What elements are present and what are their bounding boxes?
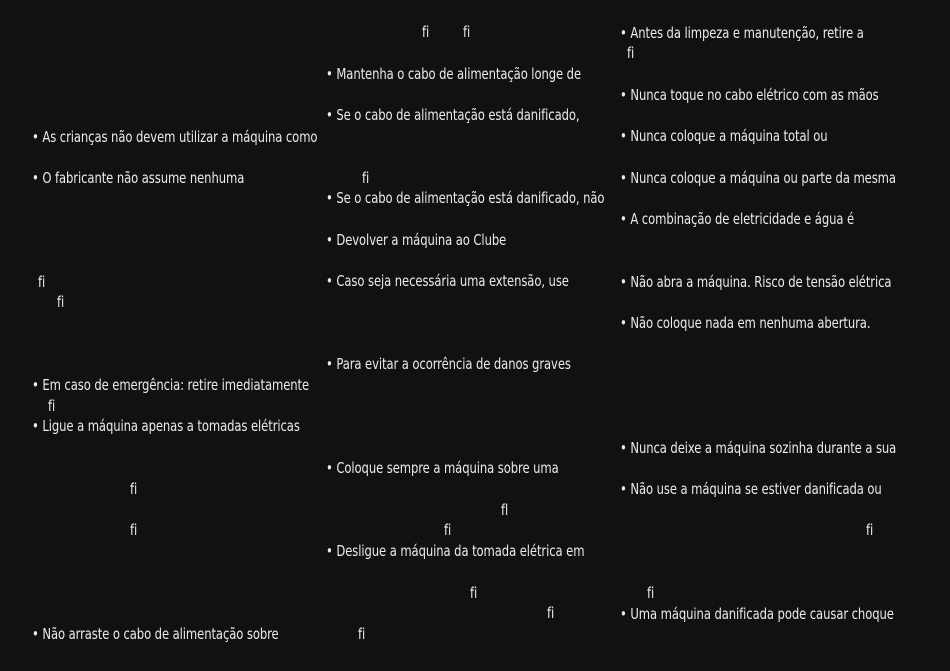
col3-line-never-place-total: • Nunca coloque a máquina total ou bbox=[620, 127, 828, 145]
col3-line-electricity-water: • A combinação de eletricidade e água é bbox=[620, 210, 855, 228]
col2-line-unplug: • Desligue a máquina da tomada elétrica em bbox=[326, 542, 585, 560]
col2-line-extension: • Caso seja necessária uma extensão, use bbox=[326, 272, 569, 290]
col3-ligature-fragment: fi bbox=[627, 44, 635, 62]
col2-ligature-fragment: fi bbox=[470, 584, 478, 602]
col2-ligature-fragment: fi bbox=[358, 625, 366, 643]
col3-line-nothing-opening: • Não coloque nada em nenhuma abertura. bbox=[620, 314, 871, 332]
col3-ligature-fragment: fi bbox=[866, 521, 874, 539]
col1-line-manufacturer: • O fabricante não assume nenhuma bbox=[32, 169, 245, 187]
col1-ligature-fragment: fi bbox=[38, 273, 46, 291]
col3-ligature-fragment: fi bbox=[647, 584, 655, 602]
col1-line-drag-cable: • Não arraste o cabo de alimentação sobre bbox=[32, 625, 279, 643]
col3-line-before-cleaning: • Antes da limpeza e manutenção, retire a bbox=[620, 24, 864, 42]
col1-line-sockets: • Ligue a máquina apenas a tomadas elétricas bbox=[32, 417, 300, 435]
col1-ligature-fragment: fi bbox=[57, 293, 65, 311]
col2-ligature-fragment: fl bbox=[501, 501, 509, 519]
col1-ligature-fragment: fi bbox=[130, 521, 138, 539]
col3-line-never-leave: • Nunca deixe a máquina sozinha durante a sua bbox=[620, 439, 897, 457]
col1-line-emergency: • Em caso de emergência: retire imediatamente bbox=[32, 376, 310, 394]
col2-line-place-machine: • Coloque sempre a máquina sobre uma bbox=[326, 459, 559, 477]
col1-line-children: • As crianças não devem utilizar a máquina como bbox=[32, 128, 318, 146]
col2-line-damaged-cable-no: • Se o cabo de alimentação está danificado, não bbox=[326, 189, 605, 207]
col1-ligature-fragment: fi bbox=[48, 397, 56, 415]
col3-line-never-place-part: • Nunca coloque a máquina ou parte da mesma bbox=[620, 169, 896, 187]
col2-ligature-fragment: fi bbox=[547, 604, 555, 622]
col2-ligature-fragment: fi bbox=[362, 169, 370, 187]
col3-line-damaged-shock: • Uma máquina danificada pode causar choque bbox=[620, 605, 894, 623]
col3-line-do-not-open: • Não abra a máquina. Risco de tensão elétrica bbox=[620, 273, 892, 291]
col3-line-never-touch: • Nunca toque no cabo elétrico com as mãos bbox=[620, 86, 879, 104]
col2-ligature-fragment: fi bbox=[444, 521, 452, 539]
col2-ligature-fragment: fi bbox=[422, 23, 430, 41]
col2-line-keep-cable: • Mantenha o cabo de alimentação longe de bbox=[326, 65, 582, 83]
col1-ligature-fragment: fi bbox=[130, 480, 138, 498]
col2-line-return-club: • Devolver a máquina ao Clube bbox=[326, 231, 507, 249]
col2-ligature-fragment: fi bbox=[463, 23, 471, 41]
col2-line-avoid-damage: • Para evitar a ocorrência de danos graves bbox=[326, 355, 571, 373]
col3-line-do-not-use-damaged: • Não use a máquina se estiver danificada ou bbox=[620, 480, 882, 498]
col2-line-damaged-cable: • Se o cabo de alimentação está danificado, bbox=[326, 106, 580, 124]
